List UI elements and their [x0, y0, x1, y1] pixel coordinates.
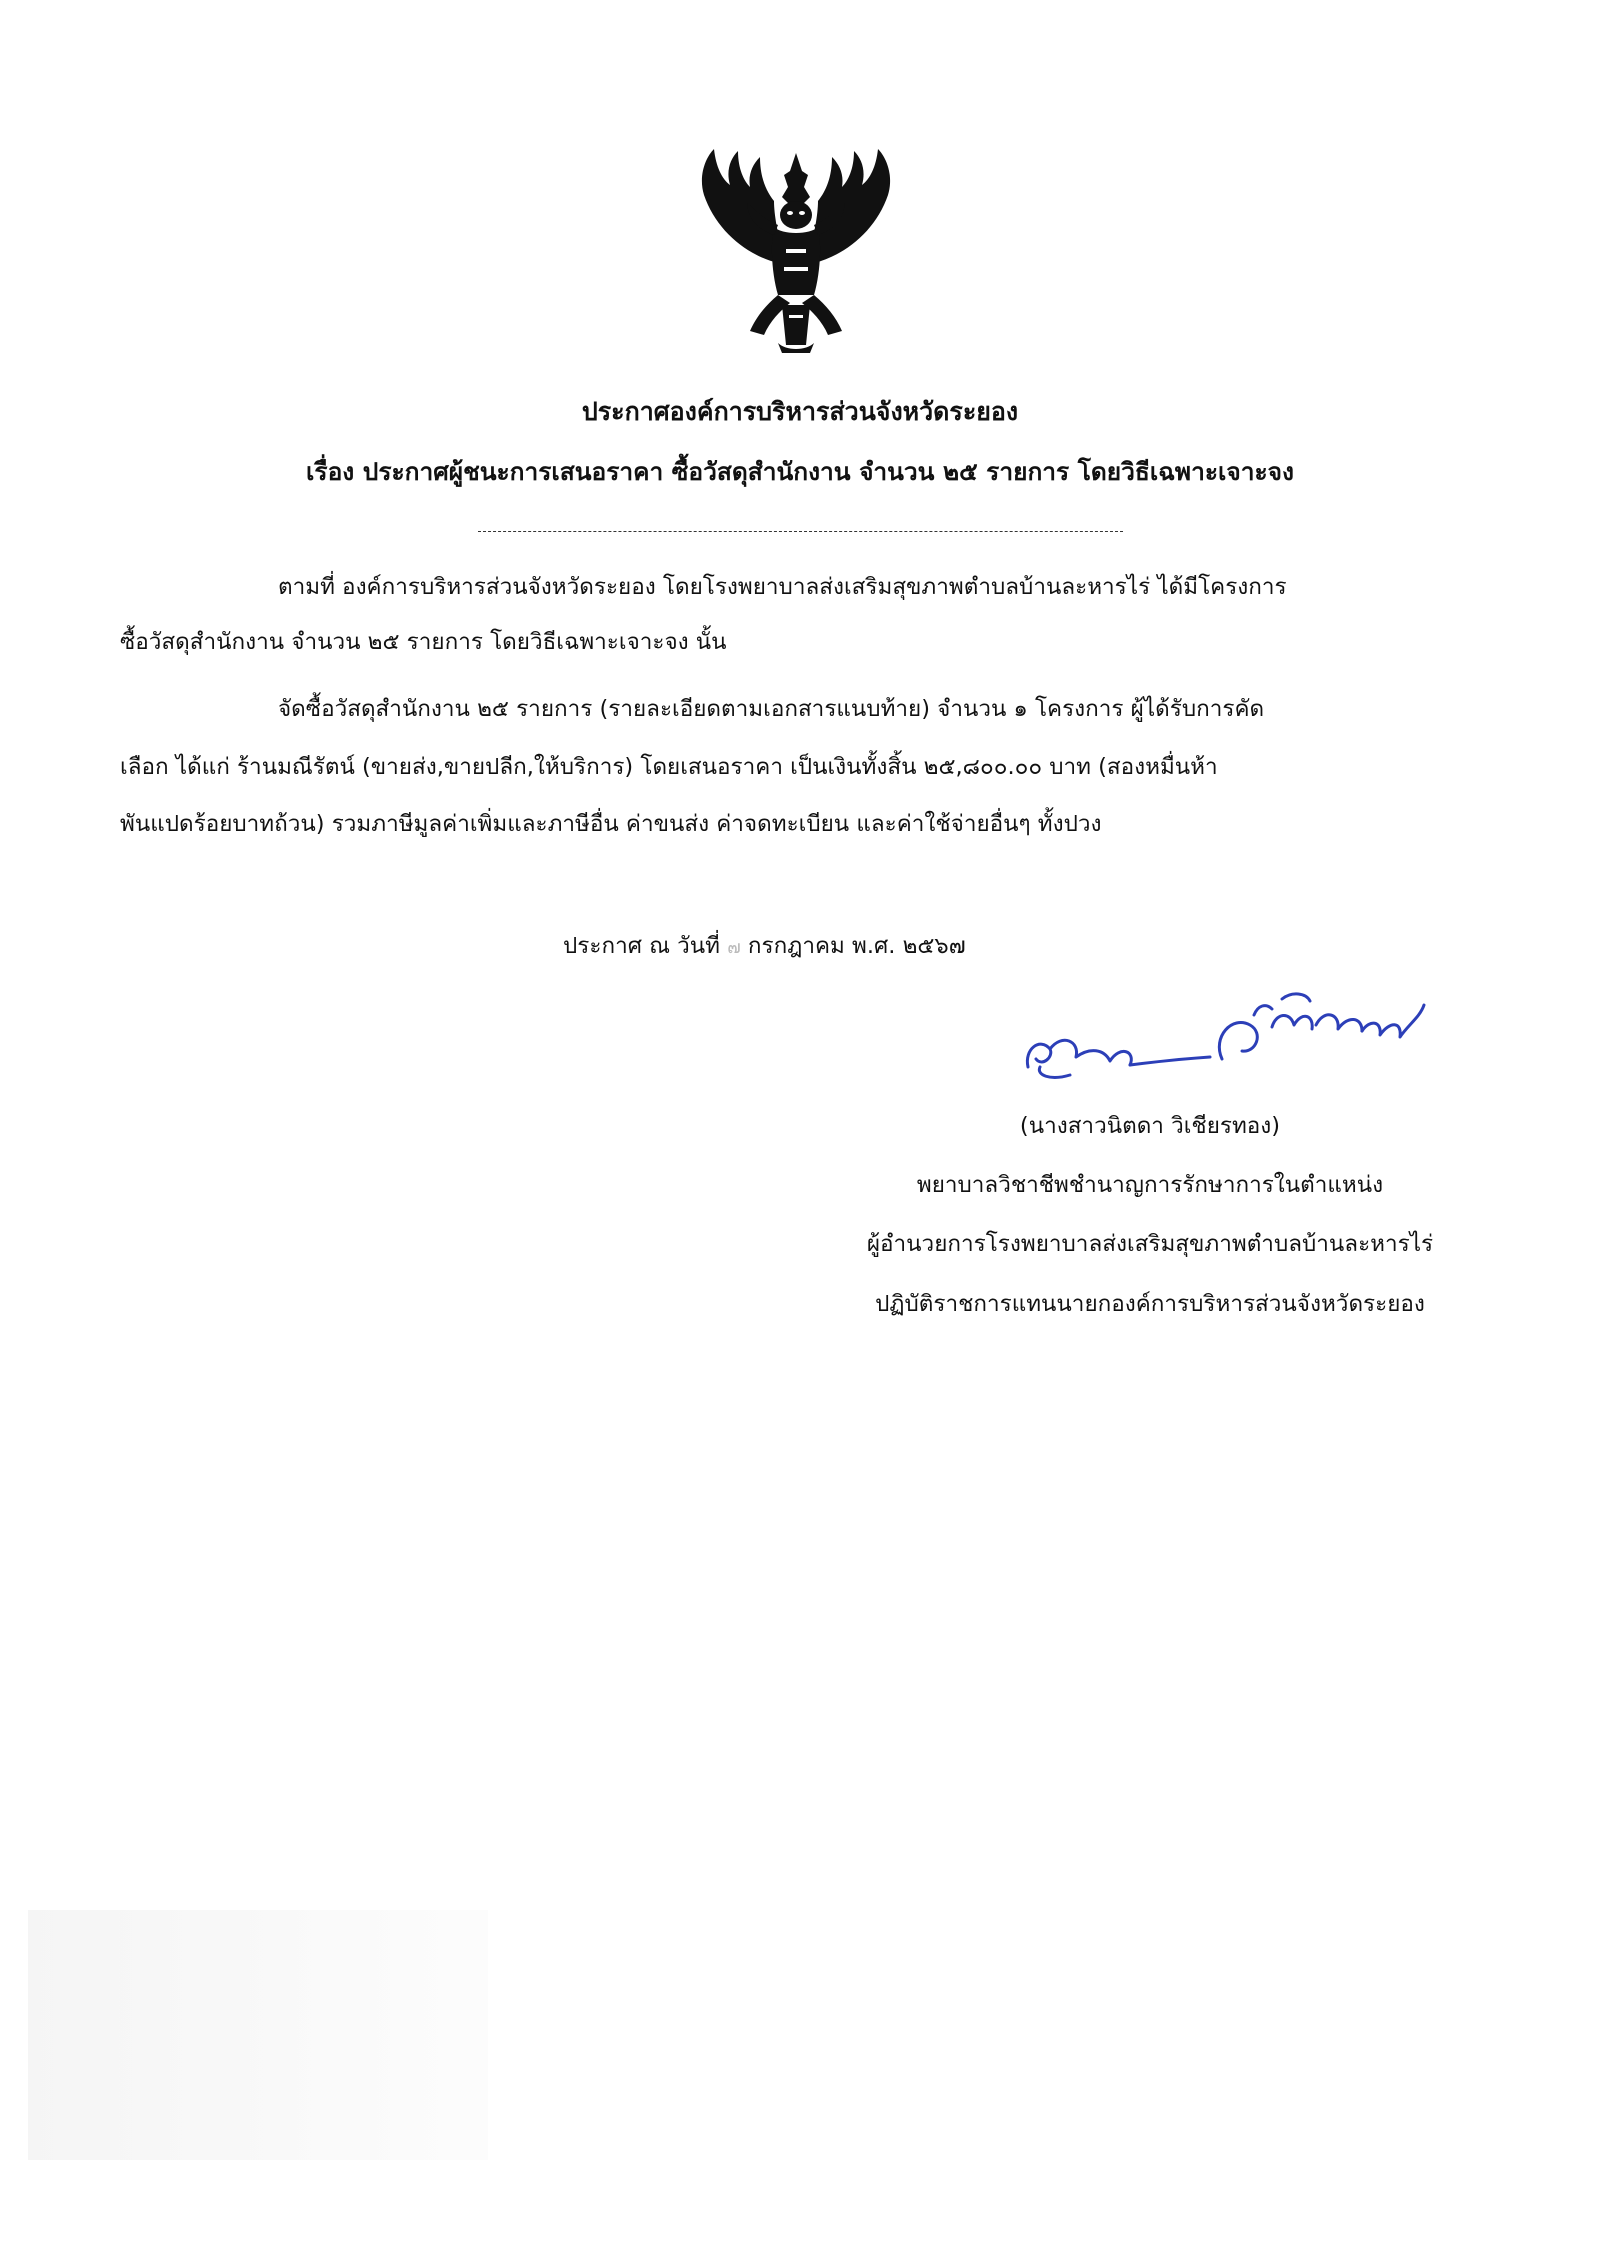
- title-divider: [478, 531, 1123, 532]
- signatory-name: (นางสาวนิตดา วิเชียรทอง): [1019, 1113, 1281, 1139]
- paragraph-1-line-2: ซื้อวัสดุสำนักงาน จำนวน ๒๕ รายการ โดยวิธีเฉพาะเจาะจง นั้น: [120, 629, 727, 655]
- announcement-date: [563, 935, 966, 958]
- handwritten-signature-icon: [1010, 975, 1430, 1085]
- signatory-position-2: ผู้อำนวยการโรงพยาบาลส่งเสริมสุขภาพตำบลบ้านละหารไร่: [866, 1231, 1434, 1257]
- date-prefix: ประกาศ ณ วันที่: [563, 933, 721, 959]
- document-title: ประกาศองค์การบริหารส่วนจังหวัดระยอง: [581, 397, 1019, 426]
- paragraph-2-line-1: จัดซื้อวัสดุสำนักงาน ๒๕ รายการ (รายละเอียดตามเอกสารแนบท้าย) จำนวน ๑ โครงการ ผู้ได้รับการคัด: [278, 696, 1265, 722]
- scan-smudge: [28, 1910, 488, 2160]
- document-subject: เรื่อง ประกาศผู้ชนะการเสนอราคา ซื้อวัสดุสำนักงาน จำนวน ๒๕ รายการ โดยวิธีเฉพาะเจาะจง: [306, 457, 1294, 486]
- date-suffix: กรกฎาคม พ.ศ. ๒๕๖๗: [747, 933, 966, 959]
- paragraph-2-line-3: พันแปดร้อยบาทถ้วน) รวมภาษีมูลค่าเพิ่มและภาษีอื่น ค่าขนส่ง ค่าจดทะเบียน และค่าใช้จ่ายอื่นๆ ทั้งปวง: [120, 811, 1102, 837]
- date-day: ๗: [727, 937, 741, 958]
- signatory-position-1: พยาบาลวิชาชีพชำนาญการรักษาการในตำแหน่ง: [916, 1172, 1384, 1198]
- paragraph-1-line-1: ตามที่ องค์การบริหารส่วนจังหวัดระยอง โดยโรงพยาบาลส่งเสริมสุขภาพตำบลบ้านละหารไร่ ได้มีโครงการ: [278, 574, 1287, 600]
- garuda-emblem-icon: [686, 145, 906, 355]
- paragraph-2-line-2: เลือก ได้แก่ ร้านมณีรัตน์ (ขายส่ง,ขายปลีก,ให้บริการ) โดยเสนอราคา เป็นเงินทั้งสิ้น ๒๕,๘๐๐.๐๐ บาท (สองหมื่นห้า: [120, 754, 1218, 780]
- signatory-position-3: ปฏิบัติราชการแทนนายกองค์การบริหารส่วนจังหวัดระยอง: [875, 1291, 1425, 1317]
